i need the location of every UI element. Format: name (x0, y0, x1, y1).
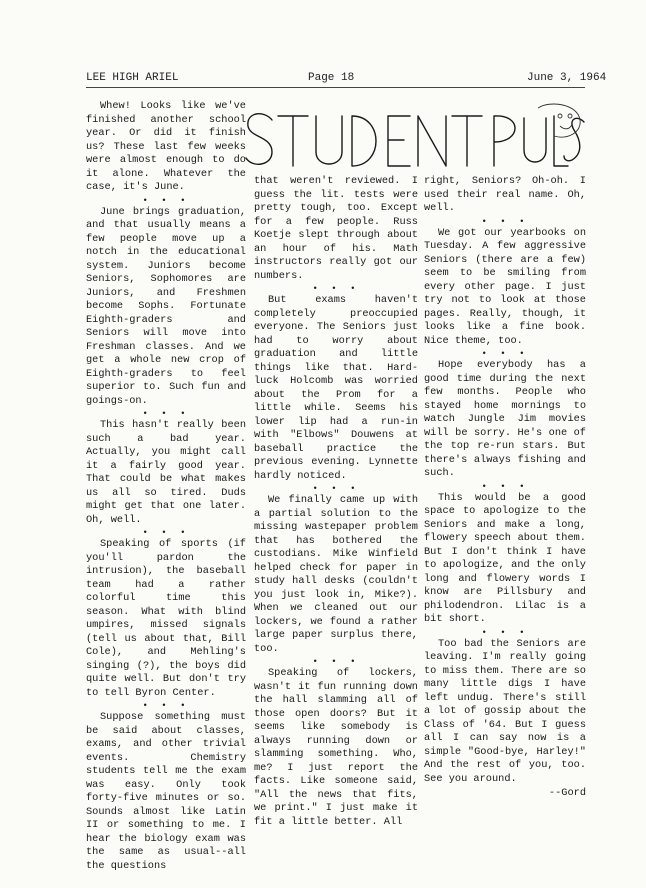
column-title-logo (238, 102, 588, 174)
paragraph: right, Seniors? Oh-oh. I used their real name. Oh, well. (424, 175, 586, 214)
paragraph: that weren't reviewed. I guess the lit. tests were pretty tough, too. Except for a few people. Russ Koetje slept through about an hour of his. Math instructors really got our numbers. (254, 175, 418, 282)
column-3 (424, 175, 586, 802)
paragraph: But exams haven't completely preoccupied everyone. The Seniors just had to worry about graduation and little things like that. Hard-luck Holcomb was worried about the Prom for a little while. Seems his lower lip had a run-in with "Elbows" Douwens at baseball practice the previous evening. Lynnette hardly noticed. (254, 294, 418, 482)
column-1 (86, 100, 246, 874)
student-pulse-lettering (238, 102, 588, 174)
issue-date: June 3, 1964 (527, 72, 607, 84)
page-number: Page 18 (308, 72, 355, 84)
paragraph: Speaking of lockers, wasn't it fun running down the hall slamming all of those open doors? But it seems like somebody is always running down or slamming something. Who, me? I just report the facts. Like someone said, "All the news that fits, we print." I just make it fit a little better. All (254, 667, 418, 828)
separator-dots: • • • (312, 484, 360, 494)
column-2 (254, 175, 418, 830)
separator-dots: • • • (312, 284, 360, 294)
separator-dots: • • • (312, 657, 360, 667)
paragraph: We got our yearbooks on Tuesday. A few aggressive Seniors (there are a few) seem to be smiling from every other page. I just try not to look at those pages. Really, though, it looks like a fine book. Nice theme, too. (424, 226, 586, 347)
paragraph: Suppose something must be said about classes, exams, and other trivial events. Chemistry students tell me the exam was easy. Only took forty-five minutes or so. Sounds almost like Latin II or something to me. I hear the biology exam was the same as usual--all the questions (86, 711, 246, 872)
separator-dots: • • • (481, 216, 529, 227)
separator-dots: • • • (142, 195, 190, 206)
header-rule (86, 87, 585, 88)
paragraph: Too bad the Seniors are leaving. I'm really going to miss them. There are so many little digs I have left undug. There's still a lot of gossip about the Class of '64. But I guess all I can say now is a simple "Good-bye, Harley!" And the rest of you, too. See you around. (424, 637, 586, 785)
paragraph: June brings graduation, and that usually means a few people move up a notch in the educational system. Juniors become Seniors, Sophomores are Juniors, and Freshmen become Sophs. Fortunate Eighth-graders and Seniors will move into Freshman classes. And we get a whole new crop of Eighth-graders to feel superior to. Such fun and goings-on. (86, 205, 246, 407)
paragraph: This hasn't really been such a bad year. Actually, you might call it a fairly good year. That could be what makes us all so tired. Duds might get that one later. Oh, well. (86, 419, 246, 526)
paragraph: Whew! Looks like we've finished another school year. Or did it finish us? These last few weeks were almost enough to do it alone. Whatever the case, it's June. (86, 100, 246, 193)
paragraph: This would be a good space to apologize to the Seniors and make a long, flowery speech about them. But I don't think I have to apologize, and the only long and flowery words I know are Pillsbury and philodendron. Lilac is a bit short. (424, 491, 586, 625)
separator-dots: • • • (481, 627, 529, 638)
author-signature: --Gord (548, 787, 586, 799)
paragraph: Hope everybody has a good time during the next few months. People who stayed home mornings to watch Jungle Jim movies will be sorry. He's one of the top re-run stars. But there's always fishing and such. (424, 359, 586, 479)
separator-dots: • • • (481, 481, 529, 492)
paragraph: Speaking of sports (if you'll pardon the intrusion), the baseball team had a rather colorful time this season. What with blind umpires, missed signals (tell us about that, Bill Cole), and Mehling's singing (?), the boys did quite well. But don't try to tell Byron Center. (86, 538, 246, 699)
paper-name: LEE HIGH ARIEL (86, 72, 179, 84)
separator-dots: • • • (481, 349, 529, 359)
paragraph: We finally came up with a partial solution to the missing wastepaper problem that has bothered the custodians. Mike Winfield helped check for paper in study hall desks (couldn't you just look in, Mike?). When we cleaned out our lockers, we found a rather large paper surplus there, too. (254, 494, 418, 655)
separator-dots: • • • (142, 528, 190, 538)
separator-dots: • • • (142, 409, 190, 419)
separator-dots: • • • (142, 701, 190, 711)
